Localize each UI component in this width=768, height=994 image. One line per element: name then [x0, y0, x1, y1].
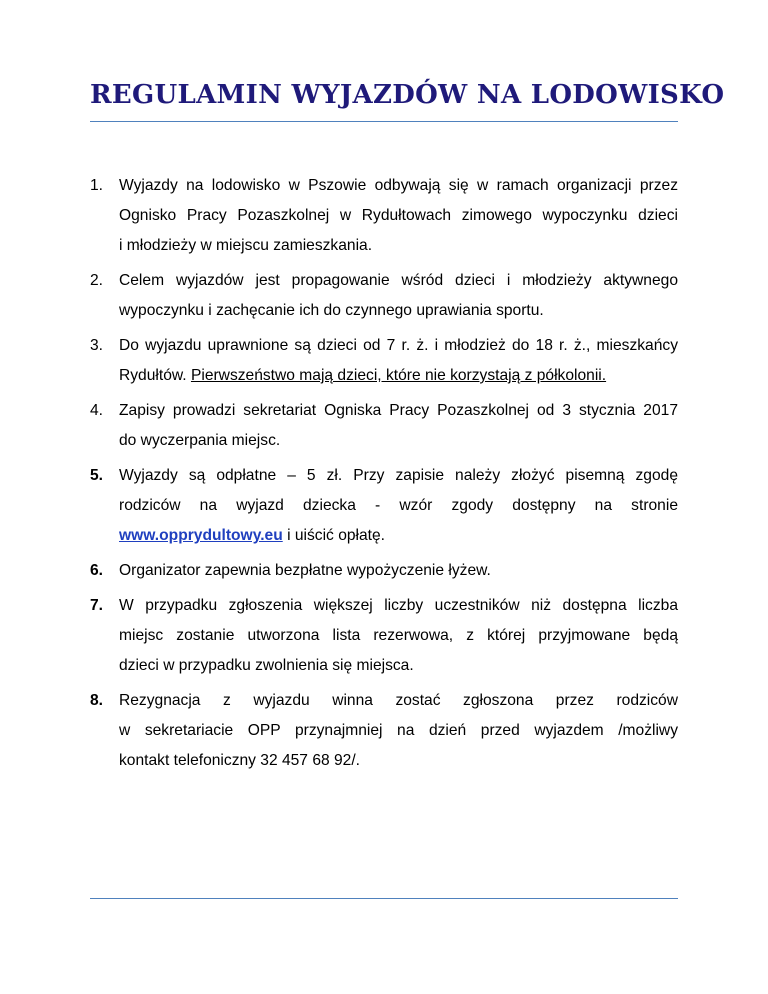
rule-item-1 [90, 171, 678, 261]
rule-text-line: i młodzieży w miejscu zamieszkania. [119, 237, 373, 254]
rule-item-7 [90, 591, 678, 681]
rule-number: 7. [90, 597, 104, 614]
rule-text-line-with-emphasis [119, 361, 678, 391]
rule-item-4 [90, 396, 678, 456]
rule-text-line-with-link [119, 521, 678, 551]
rule-text-line: Organizator zapewnia bezpłatne wypożyczenie łyżew. [119, 562, 491, 579]
rule-number: 5. [90, 467, 104, 484]
title-underline-rule [90, 121, 678, 122]
rule-number: 4. [90, 402, 104, 419]
rule-text-line: dzieci w przypadku zwolnienia się miejsca. [119, 657, 414, 674]
rule-number: 8. [90, 692, 104, 709]
rule-text-line: W przypadku zgłoszenia większej liczby uczestników niż dostępna liczba [119, 597, 678, 614]
rule-text-line: Do wyjazdu uprawnione są dzieci od 7 r. ż. i młodzież do 18 r. ż., mieszkańcy [119, 337, 678, 354]
website-link[interactable]: www.opprydultowy.eu [119, 527, 283, 544]
priority-note: Pierwszeństwo mają dzieci, które nie korzystają z półkolonii. [190, 367, 607, 384]
document-title: REGULAMIN WYJAZDÓW NA LODOWISKO [90, 80, 725, 110]
rules-list [90, 171, 678, 781]
rule-item-8 [90, 686, 678, 776]
rule-text: Rydułtów. [119, 367, 191, 384]
rule-text-line: do wyczerpania miejsc. [119, 432, 281, 449]
rule-text-line: Ognisko Pracy Pozaszkolnej w Rydułtowach zimowego wypoczynku dzieci [119, 207, 678, 224]
rule-text-line: kontakt telefoniczny 32 457 68 92/. [119, 752, 361, 769]
footer-rule [90, 898, 678, 899]
rule-text-line: Wyjazdy są odpłatne – 5 zł. Przy zapisie należy złożyć pisemną zgodę [119, 467, 678, 484]
rule-item-5 [90, 461, 678, 551]
rule-item-6 [90, 556, 678, 586]
rule-text: i uiścić opłatę. [282, 527, 386, 544]
rule-item-2 [90, 266, 678, 326]
rule-text-line: Rezygnacja z wyjazdu winna zostać zgłoszona przez rodziców [119, 692, 678, 709]
rule-number: 3. [90, 337, 104, 354]
rule-number: 2. [90, 272, 104, 289]
rule-text-line: Celem wyjazdów jest propagowanie wśród dzieci i młodzieży aktywnego [119, 272, 678, 289]
rule-text-line: rodziców na wyjazd dziecka - wzór zgody dostępny na stronie [119, 497, 678, 514]
rule-number: 6. [90, 562, 104, 579]
rule-text-line: Wyjazdy na lodowisko w Pszowie odbywają się w ramach organizacji przez [119, 177, 678, 194]
rule-text-line: wypoczynku i zachęcanie ich do czynnego uprawiania sportu. [119, 302, 544, 319]
rule-text-line: miejsc zostanie utworzona lista rezerwowa, z której przyjmowane będą [119, 627, 678, 644]
rule-text-line: Zapisy prowadzi sekretariat Ogniska Pracy Pozaszkolnej od 3 stycznia 2017 [119, 402, 678, 419]
rule-text-line: w sekretariacie OPP przynajmniej na dzień przed wyjazdem /możliwy [119, 722, 678, 739]
rule-item-3 [90, 331, 678, 391]
rule-number: 1. [90, 177, 104, 194]
